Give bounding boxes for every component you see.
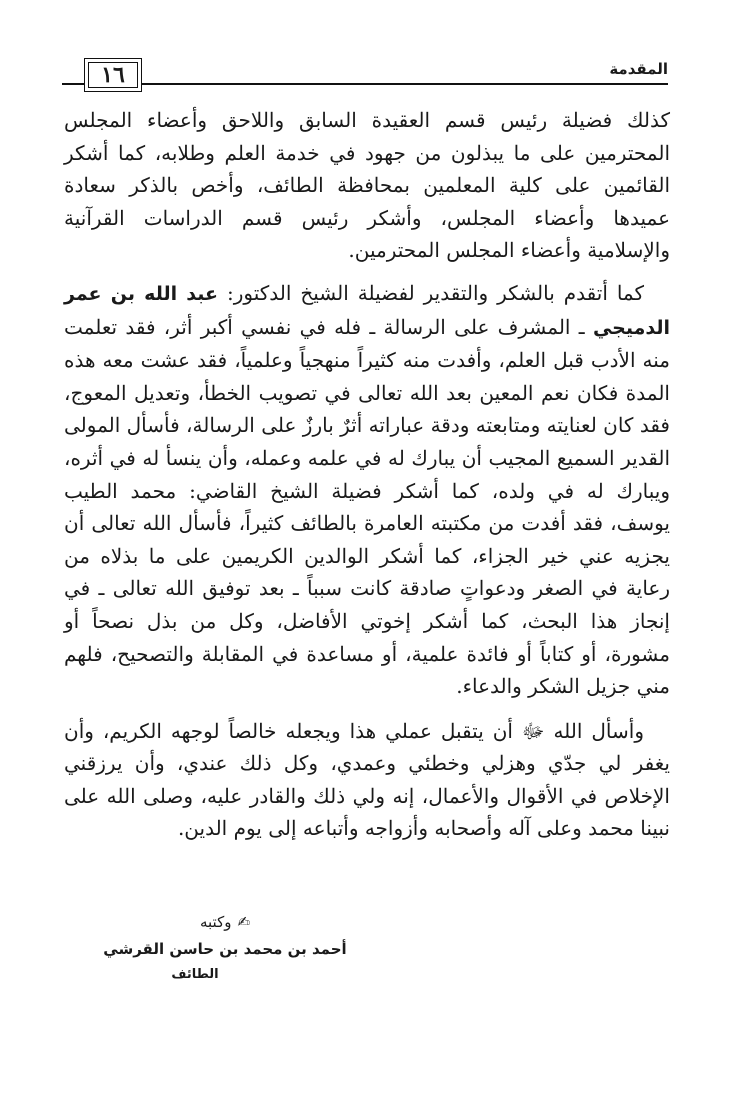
page-number-box bbox=[84, 58, 142, 92]
supervisor-name: عبد الله بن عمر الدميجي bbox=[64, 282, 670, 339]
written-by-line bbox=[100, 910, 350, 934]
signature-block bbox=[100, 910, 350, 986]
section-title: المقدمة bbox=[603, 60, 668, 78]
paragraph-lead: كما أتقدم بالشكر والتقدير لفضيلة الشيخ الدكتور: bbox=[218, 280, 645, 305]
page-number: ١٦ bbox=[101, 62, 125, 88]
paragraph-body: ـ المشرف على الرسالة ـ فله في نفسي أكبر أثر، فقد تعلمت منه الأدب قبل العلم، وأفدت منه كثيراً منهجياً وعلمياً، فقد عشت معه هذه المدة فكان نعم المعين بعد الله تعالى في تصويب الخطأ، وتعديل المعوج، فقد كان لعنايته ومتابعته ودقة عباراته أثرٌ بارزٌ على الرسالة، فأسأل المولى القدير السميع المجيب أن يبارك له في علمه وعمله، وأن ينسأ له في أثره، ويبارك له في ولده، كما أشكر فضيلة الشيخ القاضي: محمد الطيب يوسف، فقد أفدت من مكتبته العامرة بالطائف كثيراً، فأسأل الله تعالى أن يجزيه عني خير الجزاء، كما أشكر الوالدين الكريمين على ما بذلاه من رعاية في الصغر ودعواتٍ صادقة كانت سبباً ـ بعد توفيق الله تعالى ـ في إنجاز هذا البحث، كما أشكر إخوتي الأفاضل، وكل من بذل نصحاً أو مشورة، أو كتاباً أو فائدة علمية، أو مساعدة في المقابلة والتصحيح، فلهم مني جزيل الشكر والدعاء. bbox=[63, 314, 670, 699]
written-by: وكتبه bbox=[199, 913, 232, 931]
paragraph-closing-prayer: وأسأل الله ﷻ أن يتقبل عملي هذا ويجعله خالصاً لوجهه الكريم، وأن يغفر لي جدّي وهزلي وخطئي وعمدي، وكل ذلك عندي، وأن يرزقني الإخلاص في الأقوال والأعمال، إنه ولي ذلك والقادر عليه، وصلى الله على نبينا محمد وعلى آله وأصحابه وأزواجه وأتباعه إلى يوم الدين. bbox=[64, 718, 670, 841]
author-name: أحمد بن محمد بن حاسن القرشي bbox=[103, 940, 347, 958]
running-header bbox=[62, 56, 668, 96]
body-text bbox=[64, 104, 670, 845]
header-rule bbox=[62, 83, 668, 85]
pen-icon: ✍ bbox=[237, 913, 251, 931]
paragraph-acknowledgment-supervisor bbox=[64, 277, 670, 703]
paragraph-acknowledgment-faculty: كذلك فضيلة رئيس قسم العقيدة السابق واللاحق وأعضاء المجلس المحترمين على ما يبذلون من جهود في خدمة العلم وطلابه، كما أشكر القائمين على كلية المعلمين بمحافظة الطائف، وأخص بالذكر سعادة عميدها وأعضاء المجلس، وأشكر رئيس قسم الدراسات القرآنية والإسلامية وأعضاء المجلس المحترمين. bbox=[64, 108, 670, 263]
author-place: الطائف bbox=[171, 967, 219, 982]
